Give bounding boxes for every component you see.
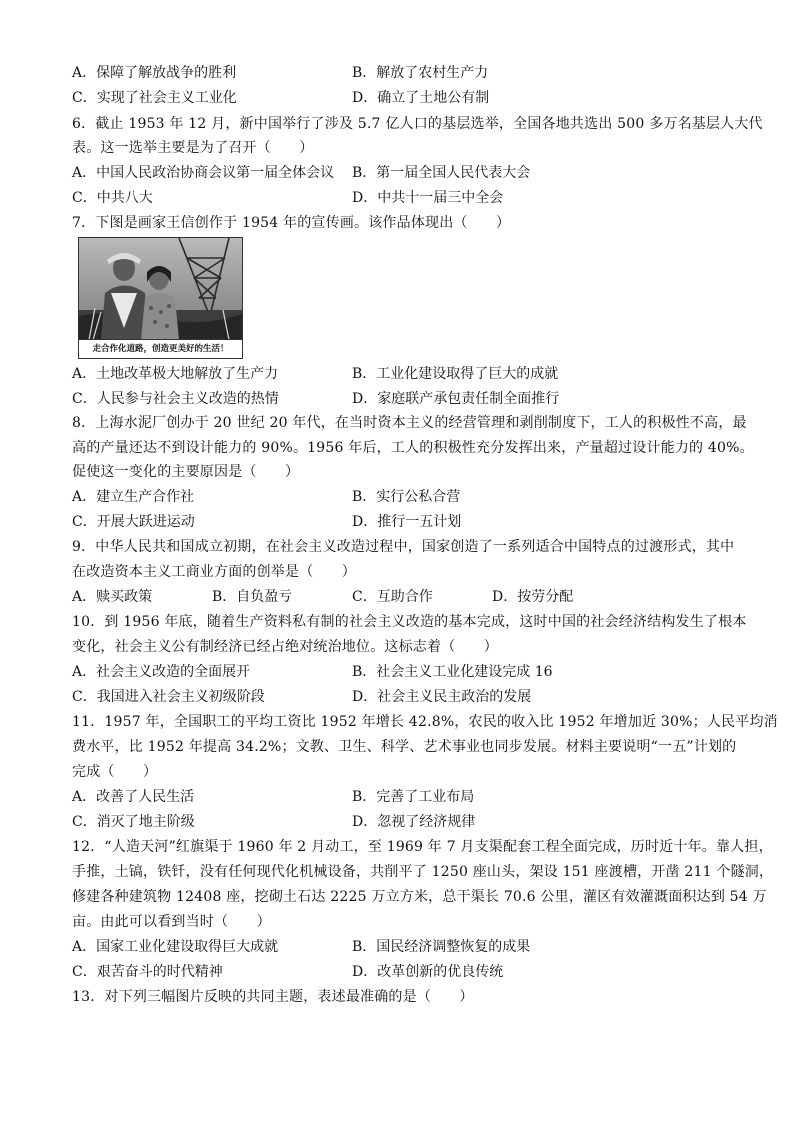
- q9-option-d: D．按劳分配: [492, 589, 574, 605]
- q5-option-c: C．实现了社会主义工业化: [72, 90, 237, 106]
- q9-stem-line1: 9．中华人民共和国成立初期，在社会主义改造过程中，国家创造了一系列适合中国特点的过渡形式，其中: [72, 539, 735, 555]
- q12-stem-line1: 12．“人造天河”红旗渠于 1960 年 2 月动工，至 1969 年 7 月支渠配套工程全面完成，历时近十年。靠人担，: [72, 839, 773, 855]
- q7-stem-line1: 7．下图是画家王信创作于 1954 年的宣传画。该作品体现出（ ）: [72, 215, 511, 231]
- q11-option-a: A．改善了人民生活: [72, 789, 195, 805]
- q12-option-d: D．改革创新的优良传统: [352, 964, 504, 980]
- q12-stem-line2: 手推，土镐，铁钎，没有任何现代化机械设备，共削平了 1250 座山头，架设 151 座渡槽，开凿 211 个隧洞，: [72, 864, 774, 880]
- q8-option-b: B．实行公私合营: [352, 489, 461, 505]
- q5-option-a: A．保障了解放战争的胜利: [72, 65, 237, 81]
- q8-option-c: C．开展大跃进运动: [72, 514, 195, 530]
- q10-option-d: D．社会主义民主政治的发展: [352, 689, 532, 705]
- poster-caption: 走合作化道路，创造更美好的生活！: [79, 339, 242, 358]
- q11-option-b: B．完善了工业布局: [352, 789, 475, 805]
- q11-option-c: C．消灭了地主阶级: [72, 814, 195, 830]
- q6-option-d: D．中共十一届三中全会: [352, 190, 504, 206]
- q12-stem-line3: 修建各种建筑物 12408 座，挖砌土石达 2225 万立方米，总干渠长 70.6 公里，灌区有效灌溉面积达到 54 万: [72, 889, 767, 905]
- q11-option-d: D．忽视了经济规律: [352, 814, 476, 830]
- q9-stem-line2: 在改造资本主义工商业方面的创举是（ ）: [72, 564, 356, 580]
- q5-option-b: B．解放了农村生产力: [352, 65, 489, 81]
- q11-stem-line1: 11．1957 年，全国职工的平均工资比 1952 年增长 42.8%，农民的收入比 1952 年增加近 30%；人民平均消: [72, 714, 778, 730]
- q10-option-b: B．社会主义工业化建设完成 16: [352, 664, 553, 680]
- q8-option-a: A．建立生产合作社: [72, 489, 195, 505]
- q7-option-b: B．工业化建设取得了巨大的成就: [352, 366, 559, 382]
- q6-option-a: A．中国人民政治协商会议第一届全体会议: [72, 165, 335, 181]
- propaganda-poster-image: [78, 237, 243, 359]
- q11-stem-line2: 费水平，比 1952 年提高 34.2%；文教、卫生、科学、艺术事业也同步发展。材料主要说明“一五”计划的: [72, 739, 737, 755]
- q12-option-a: A．国家工业化建设取得巨大成就: [72, 939, 279, 955]
- q7-option-c: C．人民参与社会主义改造的热情: [72, 391, 279, 407]
- q9-option-c: C．互助合作: [352, 589, 433, 605]
- q9-option-a: A．赎买政策: [72, 589, 153, 605]
- q5-option-d: D．确立了土地公有制: [352, 90, 490, 106]
- q8-stem-line1: 8．上海水泥厂创办于 20 世纪 20 年代，在当时资本主义的经营管理和剥削制度下，工人的积极性不高，最: [72, 415, 747, 431]
- q8-option-d: D．推行一五计划: [352, 514, 462, 530]
- q10-stem-line1: 10．到 1956 年底，随着生产资料私有制的社会主义改造的基本完成，这时中国的社会经济结构发生了根本: [72, 614, 747, 630]
- q8-stem-line3: 促使这一变化的主要原因是（ ）: [72, 464, 300, 480]
- q9-option-b: B．自负盈亏: [212, 589, 293, 605]
- q13-stem-line1: 13．对下列三幅图片反映的共同主题，表述最准确的是（ ）: [72, 989, 474, 1005]
- q10-option-a: A．社会主义改造的全面展开: [72, 664, 251, 680]
- q6-stem-line1: 6．截止 1953 年 12 月，新中国举行了涉及 5.7 亿人口的基层选举，全国各地共选出 500 多万名基层人大代: [72, 116, 763, 132]
- q6-stem-line2: 表。这一选举主要是为了召开（ ）: [72, 140, 314, 156]
- q10-option-c: C．我国进入社会主义初级阶段: [72, 689, 265, 705]
- q10-stem-line2: 变化，社会主义公有制经济已经占绝对统治地位。这标志着（ ）: [72, 639, 498, 655]
- q7-option-a: A．土地改革极大地解放了生产力: [72, 366, 279, 382]
- q12-option-c: C．艰苦奋斗的时代精神: [72, 964, 223, 980]
- q7-option-d: D．家庭联产承包责任制全面推行: [352, 391, 560, 407]
- q12-option-b: B．国民经济调整恢复的成果: [352, 939, 531, 955]
- q6-option-c: C．中共八大: [72, 190, 153, 206]
- q12-stem-line4: 亩。由此可以看到当时（ ）: [72, 914, 271, 930]
- q11-stem-line3: 完成（ ）: [72, 764, 158, 780]
- q6-option-b: B．第一届全国人民代表大会: [352, 165, 531, 181]
- poster-illustration: [79, 238, 242, 340]
- q8-stem-line2: 高的产量还达不到设计能力的 90%。1956 年后，工人的积极性充分发挥出来，产量超过设计能力的 40%。: [72, 440, 754, 456]
